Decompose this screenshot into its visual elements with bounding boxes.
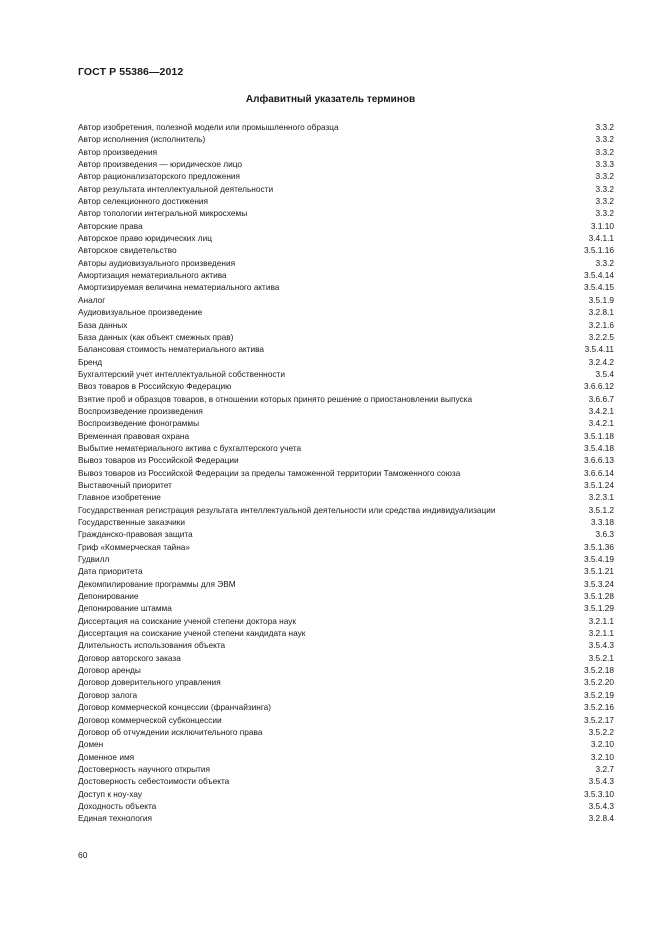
- index-ref: 3.5.1.18: [584, 430, 614, 441]
- index-term: Балансовая стоимость нематериального актива: [78, 344, 265, 355]
- index-term: Доходность объекта: [78, 800, 157, 811]
- index-entry: [78, 516, 614, 528]
- index-entry: [78, 541, 614, 553]
- index-ref: 3.5.1.24: [584, 479, 614, 490]
- index-term: База данных (как объект смежных прав): [78, 331, 234, 342]
- document-header: ГОСТ Р 55386—2012: [78, 66, 184, 78]
- index-term: Воспроизведение произведения: [78, 405, 203, 416]
- index-ref: 3.5.1.36: [584, 541, 614, 552]
- index-term: Достоверность научного открытия: [78, 763, 211, 774]
- index-ref: 3.2.7: [595, 763, 614, 774]
- index-ref: 3.2.8.4: [588, 813, 614, 824]
- index-entry: [78, 467, 614, 479]
- index-ref: 3.2.8.1: [588, 307, 614, 318]
- index-ref: 3.6.6.12: [584, 381, 614, 392]
- index-ref: 3.5.4.11: [584, 344, 614, 355]
- index-entry: [78, 343, 614, 355]
- index-ref: 3.5.1.21: [584, 566, 614, 577]
- index-term: Договор коммерческой субконцессии: [78, 714, 222, 725]
- index-entry: [78, 701, 614, 713]
- index-term: Длительность использования объекта: [78, 640, 226, 651]
- index-ref: 3.5.4.18: [584, 442, 614, 453]
- index-ref: 3.5.2.19: [584, 689, 614, 700]
- index-ref: 3.5.1.29: [584, 603, 614, 614]
- index-entry: [78, 442, 614, 454]
- index-entry: [78, 257, 614, 269]
- index-entry: [78, 294, 614, 306]
- index-entry: [78, 393, 614, 405]
- section-title: Алфавитный указатель терминов: [245, 94, 416, 105]
- index-term: Бренд: [78, 356, 103, 367]
- index-ref: 3.5.4.19: [584, 554, 614, 565]
- index-term: Депонирование: [78, 591, 139, 602]
- index-entry: [78, 183, 614, 195]
- index-term: Авторское право юридических лиц: [78, 233, 213, 244]
- index-ref: 3.3.2: [595, 171, 614, 182]
- index-ref: 3.2.10: [590, 751, 614, 762]
- index-entry: [78, 479, 614, 491]
- index-entry: [78, 590, 614, 602]
- index-ref: 3.1.10: [590, 220, 614, 231]
- index-entry: [78, 664, 614, 676]
- index-entry: [78, 195, 614, 207]
- index-entry: [78, 232, 614, 244]
- index-entry: [78, 689, 614, 701]
- index-entry: [78, 615, 614, 627]
- index-term: Авторские права: [78, 220, 143, 231]
- index-entry: [78, 578, 614, 590]
- index-ref: 3.3.2: [595, 134, 614, 145]
- index-entry: [78, 133, 614, 145]
- index-ref: 3.5.3.24: [584, 578, 614, 589]
- index-ref: 3.4.2.1: [588, 418, 614, 429]
- index-term: Автор селекционного достижения: [78, 196, 209, 207]
- index-ref: 3.5.4: [595, 368, 614, 379]
- index-ref: 3.2.10: [590, 739, 614, 750]
- index-term: Государственная регистрация результата интеллектуальной деятельности или средства индивидуализации: [78, 504, 496, 515]
- index-term: Автор изобретения, полезной модели или промышленного образца: [78, 122, 339, 132]
- index-ref: 3.5.2.17: [584, 714, 614, 725]
- index-entry: [78, 170, 614, 182]
- index-ref: 3.5.2.16: [584, 702, 614, 713]
- index-term: Аналог: [78, 294, 106, 305]
- index-entry: [78, 454, 614, 466]
- index-ref: 3.5.2.18: [584, 665, 614, 676]
- index-entry: [78, 207, 614, 219]
- index-ref: 3.5.1.16: [584, 245, 614, 256]
- index-ref: 3.5.2.1: [588, 652, 614, 663]
- index-term: Договор аренды: [78, 665, 141, 676]
- index-ref: 3.4.2.1: [588, 405, 614, 416]
- index-term: Автор рационализаторского предложения: [78, 171, 241, 182]
- index-term: Доменное имя: [78, 751, 135, 762]
- index-entry: [78, 726, 614, 738]
- index-ref: 3.5.3.10: [584, 788, 614, 799]
- index-entry: [78, 676, 614, 688]
- index-term: Государственные заказчики: [78, 517, 186, 527]
- index-entry: [78, 331, 614, 343]
- index-term: Автор топологии интегральной микросхемы: [78, 208, 248, 219]
- index-ref: 3.3.3: [595, 159, 614, 170]
- index-term: Авторское свидетельство: [78, 245, 177, 256]
- index-ref: 3.2.1.1: [588, 628, 614, 639]
- index-ref: 3.2.4.2: [588, 356, 614, 367]
- index-entry: [78, 158, 614, 170]
- index-term: Договор доверительного управления: [78, 677, 221, 688]
- index-entry: [78, 380, 614, 392]
- index-ref: 3.6.6.7: [588, 393, 614, 404]
- index-ref: 3.3.2: [595, 196, 614, 207]
- index-ref: 3.2.3.1: [588, 492, 614, 503]
- index-ref: 3.3.2: [595, 122, 614, 132]
- index-ref: 3.5.1.28: [584, 591, 614, 602]
- index-term: Депонирование штамма: [78, 603, 172, 614]
- index-term: Главное изобретение: [78, 492, 161, 503]
- index-entry: [78, 405, 614, 417]
- index-term: База данных: [78, 319, 128, 330]
- index-term: Договор залога: [78, 689, 138, 700]
- index-ref: 3.5.2.20: [584, 677, 614, 688]
- index-term: Диссертация на соискание ученой степени доктора наук: [78, 615, 297, 626]
- index-entry: [78, 306, 614, 318]
- index-ref: 3.5.4.3: [588, 776, 614, 787]
- index-ref: 3.5.2.2: [588, 726, 614, 737]
- index-entry: [78, 146, 614, 158]
- index-term: Ввоз товаров в Российскую Федерацию: [78, 381, 232, 392]
- index-term: Договор коммерческой концессии (франчайзинга): [78, 702, 272, 713]
- index-term: Амортизируемая величина нематериального актива: [78, 282, 280, 293]
- index-entry: [78, 763, 614, 775]
- index-ref: 3.3.2: [595, 208, 614, 219]
- index-ref: 3.6.3: [595, 529, 614, 540]
- index-term: Доступ к ноу-хау: [78, 788, 142, 799]
- index-term: Выбытие нематериального актива с бухгалтерского учета: [78, 442, 302, 453]
- index-term: Автор произведения: [78, 146, 158, 157]
- index-entry: [78, 430, 614, 442]
- index-term: Договор об отчуждении исключительного права: [78, 726, 263, 737]
- index-entry: [78, 244, 614, 256]
- index-entry: [78, 269, 614, 281]
- index-entry: [78, 812, 614, 824]
- index-entry: [78, 220, 614, 232]
- index-entry: [78, 738, 614, 750]
- index-entry: [78, 319, 614, 331]
- index-ref: 3.5.4.14: [584, 270, 614, 281]
- index-ref: 3.3.18: [590, 517, 614, 527]
- index-term: Воспроизведение фонограммы: [78, 418, 200, 429]
- index-entry: [78, 528, 614, 540]
- index-entry: [78, 652, 614, 664]
- index-entry: [78, 553, 614, 565]
- page-number: 60: [78, 850, 88, 860]
- index-term: Автор произведения — юридическое лицо: [78, 159, 243, 170]
- index-ref: 3.2.1.6: [588, 319, 614, 330]
- index-ref: 3.3.2: [595, 183, 614, 194]
- index-term: Амортизация нематериального актива: [78, 270, 227, 281]
- index-entry: [78, 602, 614, 614]
- index-term: Гудвилл: [78, 554, 110, 565]
- index-ref: 3.2.2.5: [588, 331, 614, 342]
- index-term: Гриф «Коммерческая тайна»: [78, 541, 190, 552]
- index-entry: [78, 800, 614, 812]
- term-index-list: [78, 121, 614, 825]
- index-entry: [78, 627, 614, 639]
- index-term: Бухгалтерский учет интеллектуальной собственности: [78, 368, 285, 379]
- index-ref: 3.5.4.3: [588, 800, 614, 811]
- index-ref: 3.5.1.9: [588, 294, 614, 305]
- index-entry: [78, 751, 614, 763]
- index-entry: [78, 714, 614, 726]
- index-entry: [78, 417, 614, 429]
- index-term: Авторы аудиовизуального произведения: [78, 257, 236, 268]
- index-ref: 3.6.6.13: [584, 455, 614, 466]
- index-term: Вывоз товаров из Российской Федерации за пределы таможенной территории Таможенного союза: [78, 467, 461, 478]
- index-ref: 3.2.1.1: [588, 615, 614, 626]
- index-term: Временная правовая охрана: [78, 430, 190, 441]
- index-ref: 3.4.1.1: [588, 233, 614, 244]
- index-entry: [78, 788, 614, 800]
- index-entry: [78, 565, 614, 577]
- index-ref: 3.5.4.3: [588, 640, 614, 651]
- index-ref: 3.5.1.2: [588, 504, 614, 515]
- index-term: Достоверность себестоимости объекта: [78, 776, 230, 787]
- index-entry: [78, 491, 614, 503]
- index-entry: [78, 775, 614, 787]
- index-entry: [78, 504, 614, 516]
- index-term: Автор исполнения (исполнитель): [78, 134, 206, 145]
- index-ref: 3.5.4.15: [584, 282, 614, 293]
- index-term: Декомпилирование программы для ЭВМ: [78, 578, 236, 589]
- index-ref: 3.3.2: [595, 146, 614, 157]
- index-term: Договор авторского заказа: [78, 652, 181, 663]
- index-entry: [78, 121, 614, 133]
- index-term: Дата приоритета: [78, 566, 143, 577]
- index-entry: [78, 356, 614, 368]
- index-term: Единая технология: [78, 813, 153, 824]
- index-term: Диссертация на соискание ученой степени кандидата наук: [78, 628, 306, 639]
- index-term: Автор результата интеллектуальной деятельности: [78, 183, 274, 194]
- index-term: Вывоз товаров из Российской Федерации: [78, 455, 239, 466]
- index-entry: [78, 281, 614, 293]
- index-entry: [78, 368, 614, 380]
- index-term: Аудиовизуальное произведение: [78, 307, 203, 318]
- index-entry: [78, 639, 614, 651]
- index-ref: 3.6.6.14: [584, 467, 614, 478]
- index-term: Выставочный приоритет: [78, 479, 172, 490]
- index-term: Взятие проб и образцов товаров, в отношении которых принято решение о приостановлении выпуска: [78, 393, 473, 404]
- index-term: Гражданско-правовая защита: [78, 529, 193, 540]
- index-ref: 3.3.2: [595, 257, 614, 268]
- index-term: Домен: [78, 739, 104, 750]
